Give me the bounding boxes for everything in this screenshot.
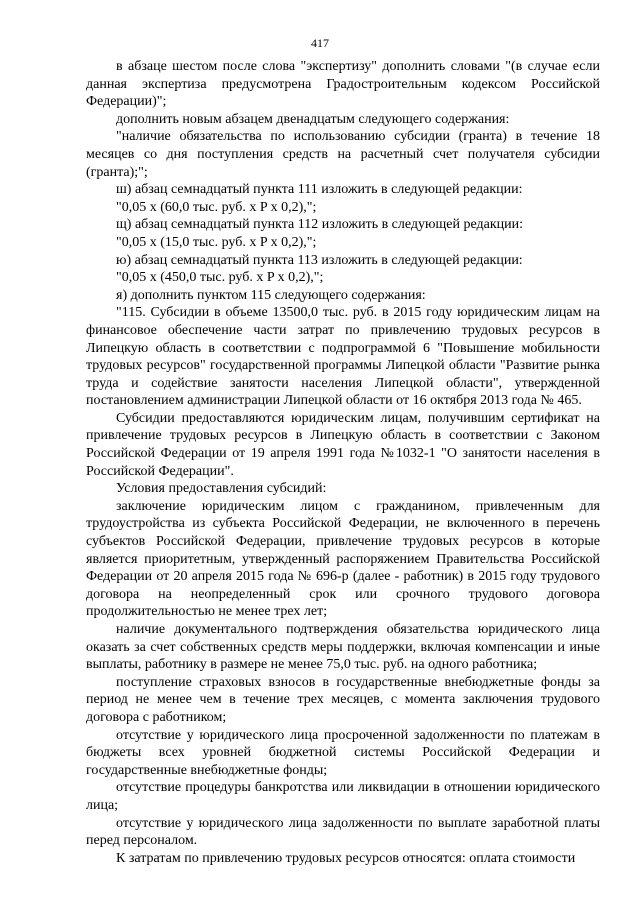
page-number: 417 xyxy=(311,36,329,50)
paragraph: отсутствие у юридического лица задолженности по выплате заработной платы перед персоналом. xyxy=(86,815,600,849)
paragraph: "0,05 x (450,0 тыс. руб. x P x 0,2),"; xyxy=(116,270,324,286)
paragraph: в абзаце шестом после слова "экспертизу" дополнить словами "(в случае если данная экспертиза предусмотрена Градостроительным кодексом Российской Федерации)"; xyxy=(86,59,600,110)
paragraph: поступление страховых взносов в государственные внебюджетные фонды за период не менее чем в течение трех месяцев, с момента заключения трудового договора с работником; xyxy=(86,674,600,725)
paragraph: заключение юридическим лицом с гражданином, привлеченным для трудоустройства из субъекта Российской Федерации, не включенного в перечень субъектов Российской Федерации, привлечение трудовых ресурсов в которые является приоритетным, утвержденный распоряжением Правительства Российской Федерации от 20 апреля 2015 года № 696-р (далее - работник) в 2015 году трудового договора на неопределенный срок или срочного трудового договора продолжительностью не менее трех лет; xyxy=(86,498,600,620)
paragraph: наличие документального подтверждения обязательства юридического лица оказать за счет собственных средств меры поддержки, включая компенсации и иные выплаты, работнику в размере не менее 75,0 тыс. руб. на одного работника; xyxy=(86,622,600,673)
paragraph: "115. Субсидии в объеме 13500,0 тыс. руб. в 2015 году юридическим лицам на финансовое обеспечение части затрат по привлечению трудовых ресурсов в Липецкую область в соответствии с подпрограммой 6 "Повышение мобильности трудовых ресурсов" государственной программы Липецкой области "Развитие рынка труда и содействие занятости населения Липецкой области", утвержденной постановлением администрации Липецкой области от 16 октября 2013 года № 465. xyxy=(86,305,600,409)
paragraph: отсутствие процедуры банкротства или ликвидации в отношении юридического лица; xyxy=(86,780,600,813)
paragraph: ю) абзац семнадцатый пункта 113 изложить в следующей редакции: xyxy=(116,252,523,268)
paragraph: отсутствие у юридического лица просроченной задолженности по платежам в бюджеты всех уровней бюджетной системы Российской Федерации и государственные внебюджетные фонды; xyxy=(86,727,600,778)
paragraph: я) дополнить пунктом 115 следующего содержания: xyxy=(116,287,426,303)
paragraph: дополнить новым абзацем двенадцатым следующего содержания: xyxy=(116,111,510,127)
paragraph: "0,05 x (60,0 тыс. руб. x P x 0,2),"; xyxy=(116,199,317,215)
paragraph: "наличие обязательства по использованию субсидии (гранта) в течение 18 месяцев со дня поступления средств на расчетный счет получателя субсидии (гранта);"; xyxy=(86,129,600,180)
paragraph: щ) абзац семнадцатый пункта 112 изложить в следующей редакции: xyxy=(116,217,524,233)
paragraph: "0,05 x (15,0 тыс. руб. x P x 0,2),"; xyxy=(116,234,317,250)
document-body xyxy=(86,58,600,867)
paragraph: К затратам по привлечению трудовых ресурсов относятся: оплата стоимости xyxy=(116,850,576,866)
paragraph: ш) абзац семнадцатый пункта 111 изложить в следующей редакции: xyxy=(116,182,523,198)
paragraph: Условия предоставления субсидий: xyxy=(116,481,327,497)
paragraph: Субсидии предоставляются юридическим лицам, получившим сертификат на привлечение трудовых ресурсов в Липецкую область в соответствии с Законом Российской Федерации от 19 апреля 1991 года №1032-1 "О занятости населения в Российской Федерации". xyxy=(86,410,600,479)
